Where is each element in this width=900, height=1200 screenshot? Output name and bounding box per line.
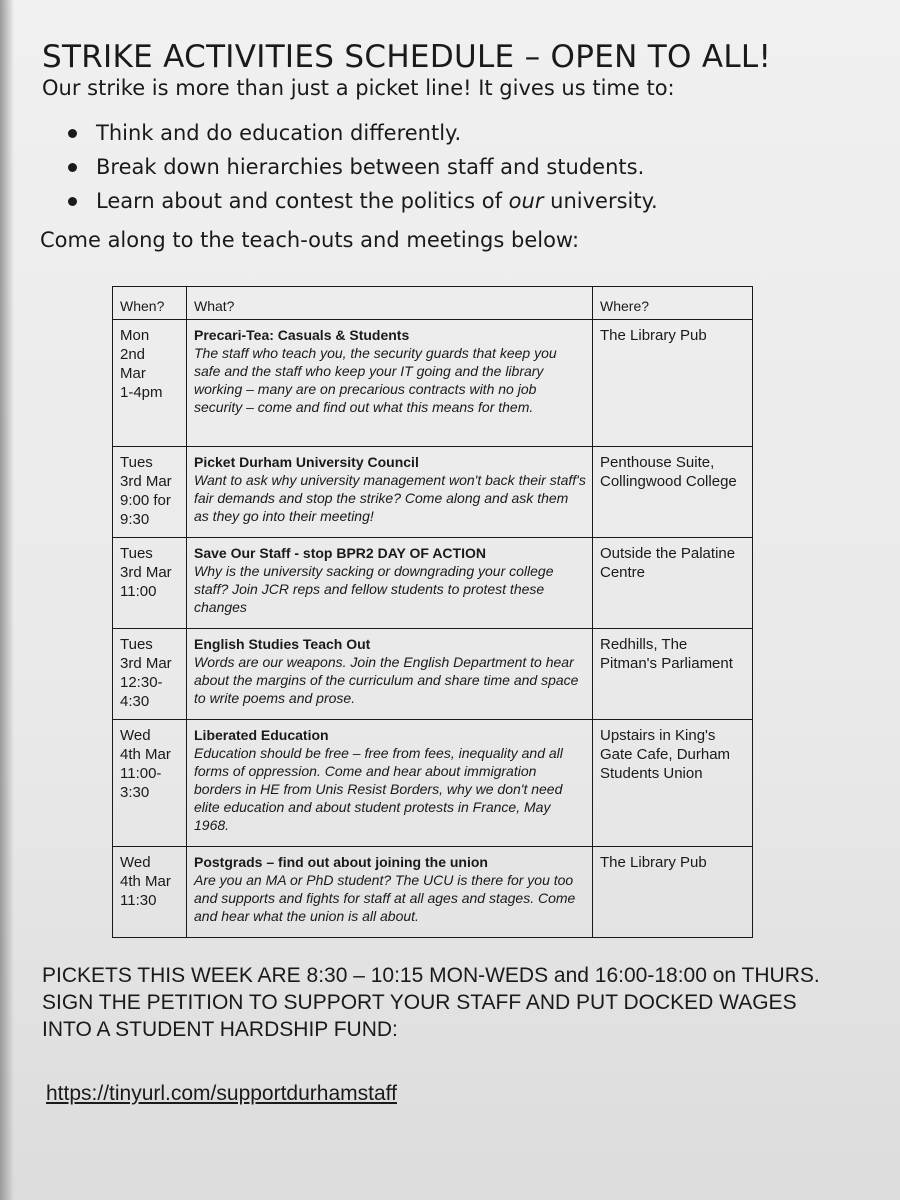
goal-text: Think and do education differently. [96,121,462,145]
goal-item [66,116,658,150]
goal-text-emphasis: our [508,189,544,213]
event-description: Are you an MA or PhD student? The UCU is there for you too and supports and fights for staff at all ages and stages. Come and hear what the union is all about. [194,872,576,924]
cell-when: Wed 4th Mar 11:30 [113,847,187,938]
bullet-icon [68,129,77,138]
bullet-icon [68,163,77,172]
goal-text: Break down hierarchies between staff and students. [96,155,645,179]
page-title: STRIKE ACTIVITIES SCHEDULE – OPEN TO ALL! [42,38,772,75]
table-row [113,847,753,938]
event-description: Why is the university sacking or downgrading your college staff? Join JCR reps and fellow students to protest these changes [194,563,554,615]
cell-when: Tues 3rd Mar 9:00 for 9:30 [113,447,187,538]
cell-where: Upstairs in King's Gate Cafe, Durham Students Union [593,720,753,847]
table-header-row [113,287,753,320]
page-shadow [0,0,14,1200]
cell-what [187,629,593,720]
table-row [113,538,753,629]
cell-where: The Library Pub [593,847,753,938]
table-row [113,629,753,720]
table-row [113,320,753,447]
event-title: Save Our Staff - stop BPR2 DAY OF ACTION [194,545,486,561]
cell-where: The Library Pub [593,320,753,447]
cell-what [187,447,593,538]
cell-where: Redhills, The Pitman's Parliament [593,629,753,720]
event-description: Words are our weapons. Join the English Department to hear about the margins of the curriculum and share time and space to write poems and prose. [194,654,579,706]
event-title: Postgrads – find out about joining the union [194,854,488,870]
goal-text-end: university. [543,189,658,213]
cell-where: Penthouse Suite, Collingwood College [593,447,753,538]
come-along-text: Come along to the teach-outs and meetings below: [40,228,580,252]
event-description: The staff who teach you, the security guards that keep you safe and the staff who keep your IT going and the library working – many are on precarious contracts with no job security – come and find out what this means for them. [194,345,557,415]
bullet-icon [68,197,77,206]
header-where: Where? [593,287,753,320]
event-title: Picket Durham University Council [194,454,419,470]
cell-when: Tues 3rd Mar 12:30- 4:30 [113,629,187,720]
event-title: Precari-Tea: Casuals & Students [194,327,410,343]
goal-text-start: Learn about and contest the politics of [96,189,509,213]
cell-when: Wed 4th Mar 11:00- 3:30 [113,720,187,847]
goals-list [66,116,658,218]
pickets-notice: PICKETS THIS WEEK ARE 8:30 – 10:15 MON-WEDS and 16:00-18:00 on THURS. [42,964,820,987]
header-when: When? [113,287,187,320]
cell-where: Outside the Palatine Centre [593,538,753,629]
petition-link[interactable]: https://tinyurl.com/supportdurhamstaff [46,1082,397,1105]
table-row [113,720,753,847]
table-row [113,447,753,538]
petition-notice: SIGN THE PETITION TO SUPPORT YOUR STAFF AND PUT DOCKED WAGES INTO A STUDENT HARDSHIP FUND: [42,991,797,1041]
event-title: English Studies Teach Out [194,636,371,652]
event-description: Want to ask why university management won't back their staff's fair demands and stop the strike? Come along and ask them as they go into their meeting! [194,472,586,524]
cell-when: Mon 2nd Mar 1-4pm [113,320,187,447]
goal-item [66,150,658,184]
footer-notice [42,962,832,1043]
event-description: Education should be free – free from fees, inequality and all forms of oppression. Come and hear about immigration borders in HE from Unis Resist Borders, why we don't need elite education and about student protests in France, May 1968. [194,745,563,833]
header-what: What? [187,287,593,320]
event-title: Liberated Education [194,727,329,743]
goal-item [66,184,658,218]
schedule-table [112,286,753,938]
cell-what [187,320,593,447]
cell-when: Tues 3rd Mar 11:00 [113,538,187,629]
intro-text: Our strike is more than just a picket line! It gives us time to: [42,76,675,100]
cell-what [187,538,593,629]
cell-what [187,720,593,847]
cell-what [187,847,593,938]
